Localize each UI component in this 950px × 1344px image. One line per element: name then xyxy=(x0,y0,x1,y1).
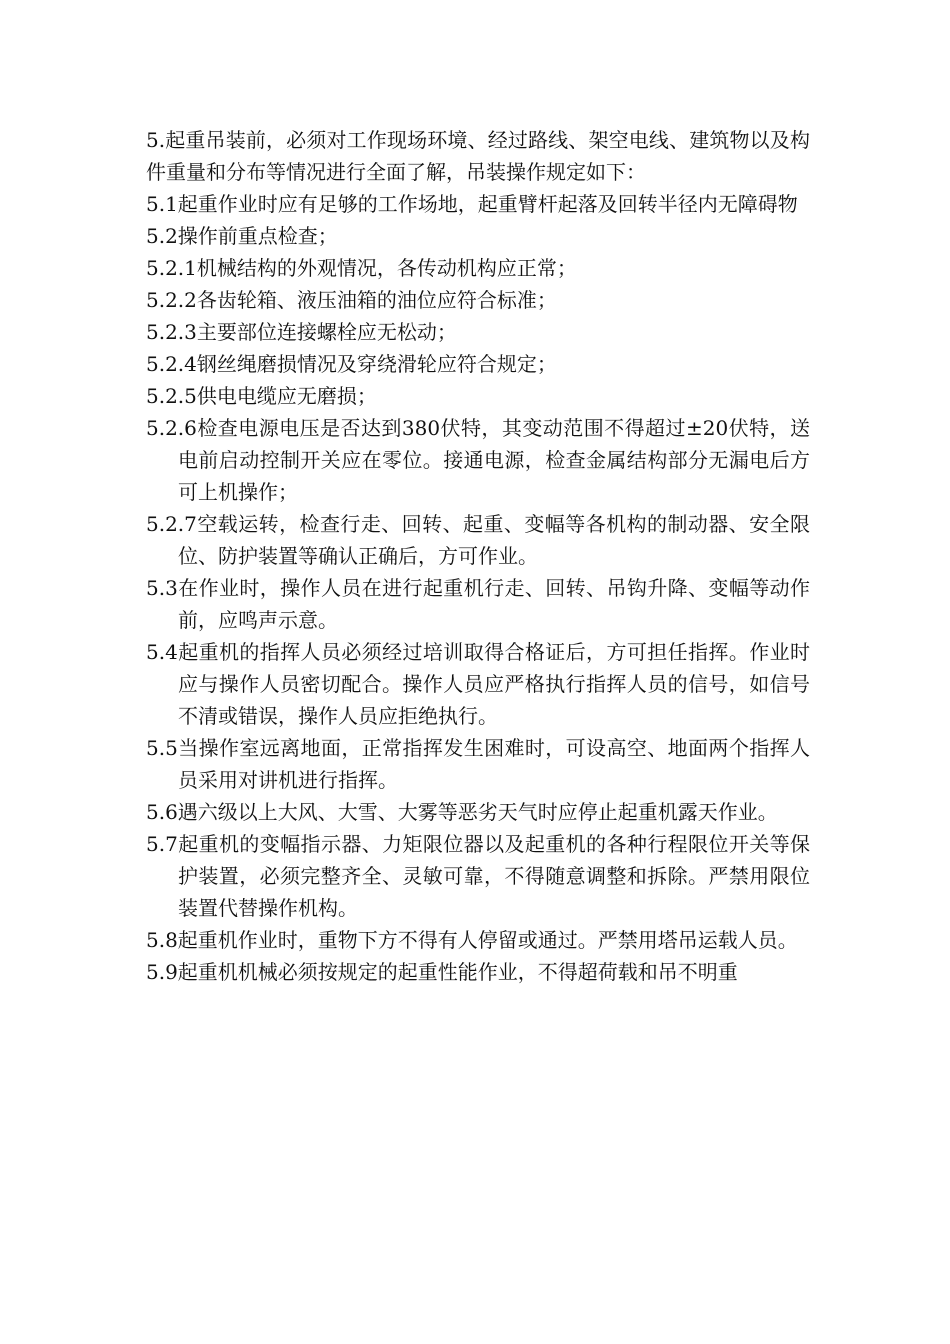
paragraph-5-2: 5.2操作前重点检查； xyxy=(146,224,338,248)
paragraph-5-5: 5.5当操作室远离地面，正常指挥发生困难时，可设高空、地面两个指挥人员采用对讲机进行指挥。 xyxy=(146,736,810,792)
paragraph-5: 5.起重吊装前，必须对工作现场环境、经过路线、架空电线、建筑物以及构件重量和分布等情况进行全面了解，吊装操作规定如下： xyxy=(146,128,810,184)
paragraph-5-2-2: 5.2.2各齿轮箱、液压油箱的油位应符合标准； xyxy=(146,288,557,312)
paragraph-5-9: 5.9起重机机械必须按规定的起重性能作业，不得超荷载和吊不明重 xyxy=(146,960,738,984)
paragraph-5-2-4: 5.2.4钢丝绳磨损情况及穿绕滑轮应符合规定； xyxy=(146,352,557,376)
paragraph-5-3: 5.3在作业时，操作人员在进行起重机行走、回转、吊钩升降、变幅等动作前，应鸣声示意。 xyxy=(146,576,810,632)
paragraph-5-6: 5.6遇六级以上大风、大雪、大雾等恶劣天气时应停止起重机露天作业。 xyxy=(146,800,778,824)
paragraph-5-2-6: 5.2.6检查电源电压是否达到380伏特，其变动范围不得超过±20伏特，送电前启动控制开关应在零位。接通电源，检查金属结构部分无漏电后方可上机操作； xyxy=(146,416,810,504)
paragraph-5-2-5: 5.2.5供电电缆应无磨损； xyxy=(146,384,377,408)
document-body xyxy=(146,124,810,988)
paragraph-5-4: 5.4起重机的指挥人员必须经过培训取得合格证后，方可担任指挥。作业时应与操作人员密切配合。操作人员应严格执行指挥人员的信号，如信号不清或错误，操作人员应拒绝执行。 xyxy=(146,640,810,728)
paragraph-5-2-7: 5.2.7空载运转，检查行走、回转、起重、变幅等各机构的制动器、安全限位、防护装置等确认正确后，方可作业。 xyxy=(146,512,810,568)
paragraph-5-2-3: 5.2.3主要部位连接螺栓应无松动； xyxy=(146,320,457,344)
paragraph-5-7: 5.7起重机的变幅指示器、力矩限位器以及起重机的各种行程限位开关等保护装置，必须完整齐全、灵敏可靠，不得随意调整和拆除。严禁用限位装置代替操作机构。 xyxy=(146,832,810,920)
paragraph-5-8: 5.8起重机作业时，重物下方不得有人停留或通过。严禁用塔吊运载人员。 xyxy=(146,928,798,952)
paragraph-5-2-1: 5.2.1机械结构的外观情况，各传动机构应正常； xyxy=(146,256,577,280)
paragraph-5-1: 5.1起重作业时应有足够的工作场地，起重臂杆起落及回转半径内无障碍物 xyxy=(146,192,798,216)
